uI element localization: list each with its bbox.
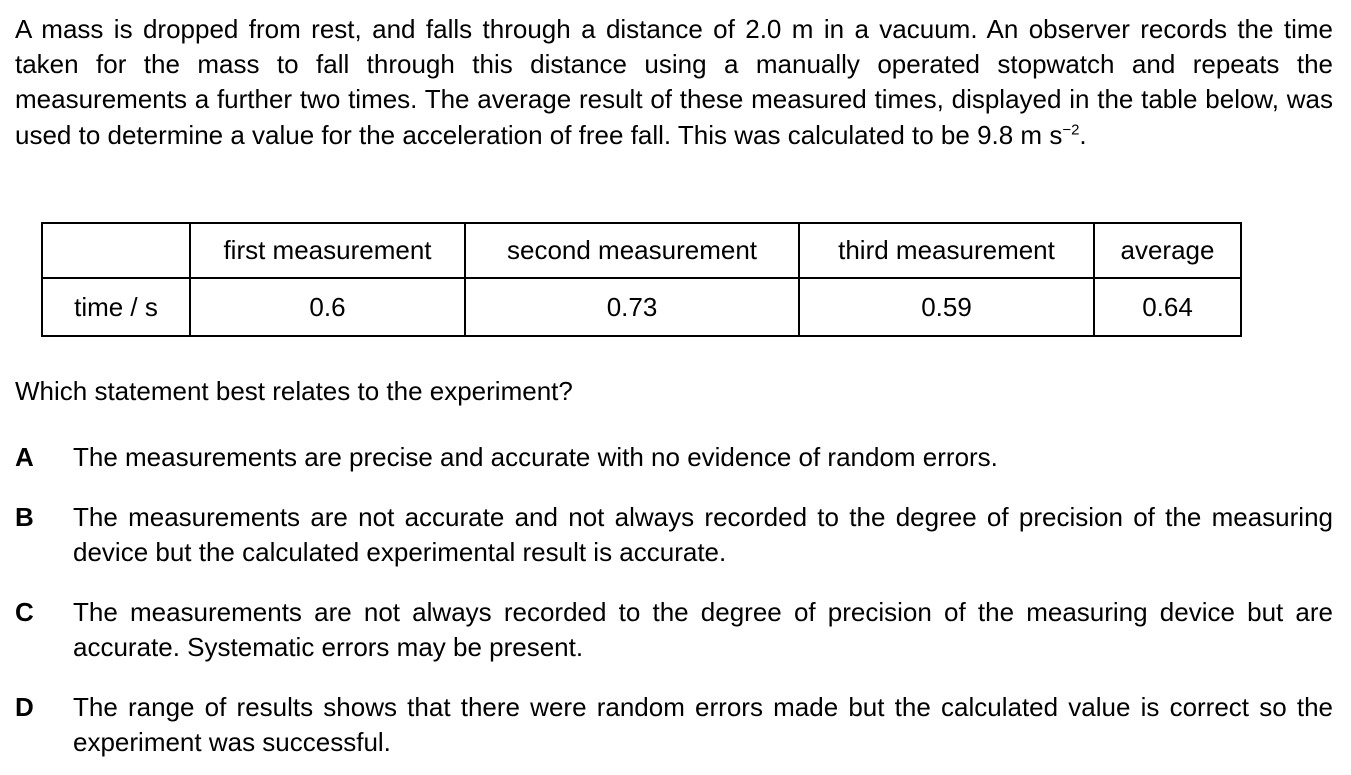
table-header-row [42,223,1241,278]
option-b-text: The measurements are not accurate and not always recorded to the degree of precision of the measuring device but the calculated experimental result is accurate. [73,502,1333,568]
intro-exponent: −2 [1062,120,1080,138]
table-row-label: time / s [42,278,190,336]
table-cell-first: 0.6 [190,278,465,336]
table-header-first: first measurement [190,223,465,278]
question-intro [15,12,1333,153]
table-cell-second: 0.73 [465,278,799,336]
table-header-average: average [1094,223,1241,278]
table-header-blank [42,223,190,278]
intro-text: A mass is dropped from rest, and falls through a distance of 2.0 m in a vacuum. An observer records the time taken for the mass to fall through this distance using a manually operated stopwatch and repeats the measurements a further two times. The average result of these measured times, displayed in the table below, was used to determine a value for the acceleration of free fall. This was calculated to be 9.8 m s [15,14,1333,150]
question-stem: Which statement best relates to the experiment? [15,376,573,406]
option-c-text: The measurements are not always recorded to the degree of precision of the measuring device but are accurate. Systematic errors may be present. [73,597,1333,663]
table-header-second: second measurement [465,223,799,278]
option-d-text: The range of results shows that there were random errors made but the calculated value is correct so the experiment was successful. [73,692,1333,758]
table-cell-average: 0.64 [1094,278,1241,336]
option-b-letter: B [15,502,34,532]
option-d-letter: D [15,692,34,722]
intro-end: . [1079,119,1087,150]
option-a-letter: A [15,442,34,472]
table-header-third: third measurement [799,223,1094,278]
table-cell-third: 0.59 [799,278,1094,336]
option-c-letter: C [15,597,34,627]
results-table [41,222,1242,337]
table-row [42,278,1241,336]
option-a-text: The measurements are precise and accurate with no evidence of random errors. [73,442,998,472]
